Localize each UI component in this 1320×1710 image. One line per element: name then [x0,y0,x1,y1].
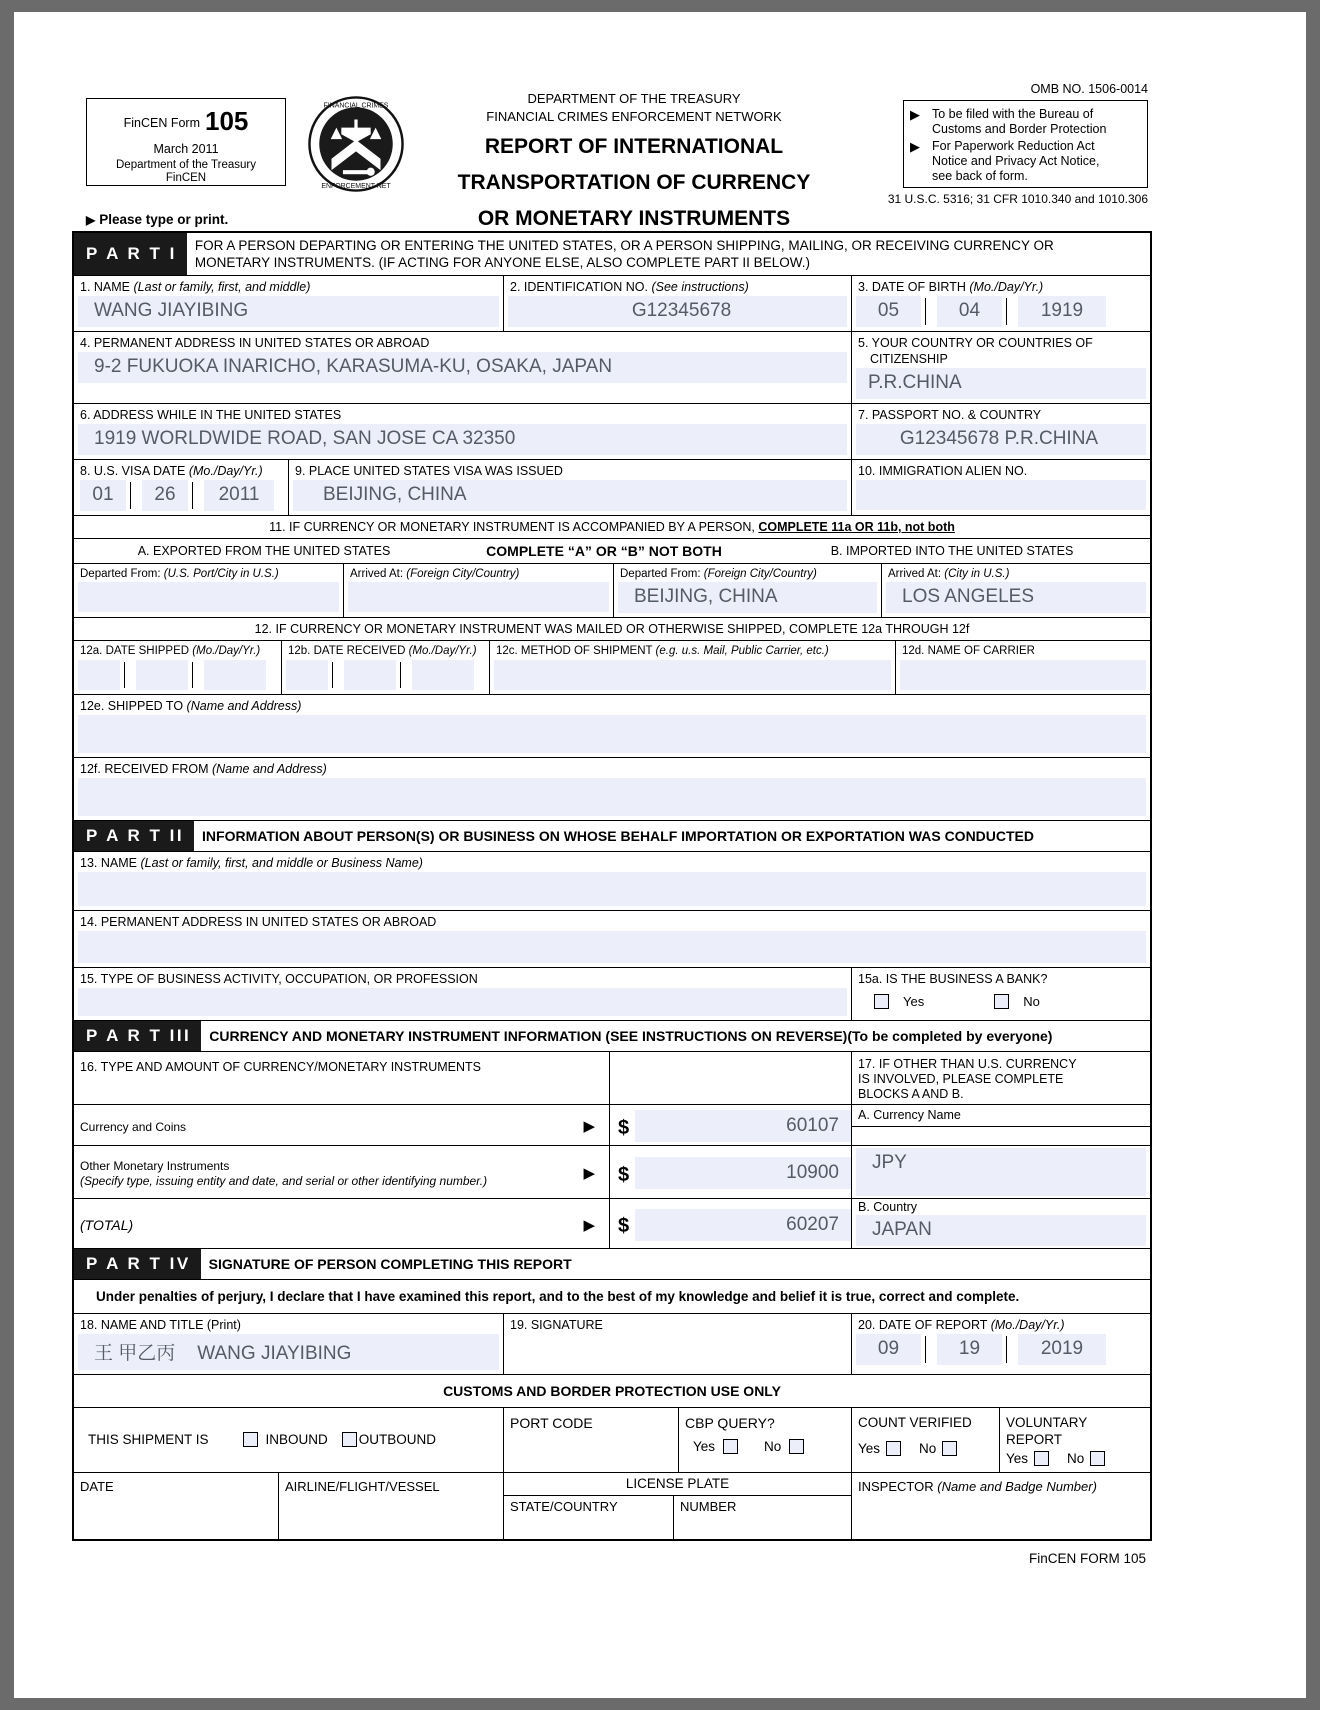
field-10-immigration-alien-no [852,460,1150,515]
field-15a-no-label: No [1023,994,1040,1010]
cbp-outbound-checkbox[interactable] [342,1432,357,1447]
cbp-state-country-value[interactable] [504,1515,673,1539]
triangle-right-icon: ▶ [910,138,920,154]
other-instruments-amount[interactable]: 10900 [635,1157,851,1189]
field-9-value[interactable]: BEIJING, CHINA [293,480,847,511]
cbp-inspector-label: INSPECTOR [858,1478,934,1494]
part-4-title: SIGNATURE OF PERSON COMPLETING THIS REPORT [208,1255,572,1272]
row-item-15 [74,968,1150,1021]
field-11b-arrived-label: Arrived At: [888,567,942,580]
cbp-port-code-label: PORT CODE [510,1415,593,1432]
field-12a-label: 12a. DATE SHIPPED [80,645,190,658]
field-1-label: 1. NAME [80,279,131,294]
cbp-inspector [852,1473,1150,1540]
form-footer: FinCEN FORM 105 [1028,1551,1146,1567]
field-12b-year[interactable] [412,660,474,690]
field-7-passport [852,404,1150,459]
field-8-hint: (Mo./Day/Yr.) [188,463,263,478]
total-amount-cell [610,1199,852,1248]
field-14-value[interactable] [78,931,1146,963]
field-15a-is-business-bank [852,968,1150,1020]
currency-coins-label: Currency and Coins [80,1119,187,1134]
form-id-box [86,98,286,186]
field-11b-arrived-value[interactable]: LOS ANGELES [886,582,1146,613]
item-11-emphasis: COMPLETE 11a OR 11b, not both [758,519,955,534]
item-11-ab-header-cell [74,539,1150,563]
part-3-header [74,1021,1150,1052]
field-8-day[interactable]: 26 [142,480,188,511]
field-5-label-line1: 5. YOUR COUNTRY OR COUNTRIES OF [858,335,1093,350]
field-16-amount-header [610,1052,852,1104]
field-11a-arrived-at [344,564,614,618]
field-19-signature [504,1314,852,1374]
other-instruments-label-cell [74,1146,610,1198]
form-date: March 2011 [153,142,219,156]
cbp-number-value[interactable] [674,1515,851,1539]
total-amount[interactable]: 60207 [635,1209,851,1241]
item-11-center-note: COMPLETE “A” OR “B” NOT BOTH [486,542,722,559]
field-17a-value[interactable]: JPY [856,1148,1146,1196]
row-permanent-address-citizenship [74,332,1150,404]
currency-coins-label-cell [74,1105,610,1145]
field-11b-departed-label: Departed From: [620,567,701,580]
field-11b-departed-hint: (Foreign City/Country) [703,567,817,580]
field-2-label: 2. IDENTIFICATION NO. [510,279,648,294]
cbp-airline-flight-vessel [279,1473,504,1540]
field-18-name-and-title [74,1314,504,1374]
field-7-label: 7. PASSPORT NO. & COUNTRY [858,407,1042,422]
field-17-line3: BLOCKS A AND B. [858,1087,964,1102]
field-18-label: 18. NAME AND TITLE (Print) [80,1318,241,1333]
field-12e-label: 12e. SHIPPED TO [80,699,184,714]
row-item-11-ab-headers [74,539,1150,564]
notice2-line1: For Paperwork Reduction Act [932,138,1095,153]
cbp-voluntary-yes-checkbox[interactable] [1034,1451,1049,1466]
row-item-12-shipment [74,641,1150,695]
field-11b-arrived-at [882,564,1150,618]
field-9-label: 9. PLACE UNITED STATES VISA WAS ISSUED [295,463,563,478]
cbp-voluntary-yes-label: Yes [1006,1450,1029,1466]
field-17b-country [852,1199,1150,1248]
cbp-inbound-label: INBOUND [265,1432,328,1448]
cbp-voluntary-report [1000,1408,1150,1471]
field-20-day[interactable]: 19 [937,1334,1002,1365]
field-16-label-cell [74,1052,610,1104]
cbp-query-no-checkbox[interactable] [789,1439,804,1454]
part-1-tag: P A R T I [74,233,187,275]
row-other-monetary-instruments [74,1146,1150,1199]
title-line-2: TRANSPORTATION OF CURRENCY [457,170,811,194]
field-12d-label: 12d. NAME OF CARRIER [902,645,1035,658]
usc-citation: 31 U.S.C. 5316; 31 CFR 1010.340 and 1010.306 [887,192,1148,206]
dept-line-1: DEPARTMENT OF THE TREASURY [527,91,741,106]
field-15a-no-checkbox[interactable] [994,994,1009,1009]
part-2-title: INFORMATION ABOUT PERSON(S) OR BUSINESS ON WHOSE BEHALF IMPORTATION OR EXPORTATION WAS CONDUCTED [202,827,1035,844]
item-11-text: 11. IF CURRENCY OR MONETARY INSTRUMENT IS ACCOMPANIED BY A PERSON, [269,519,759,534]
date-separator [1006,1336,1014,1363]
field-2-hint: (See instructions) [651,279,749,294]
cbp-voluntary-no-label: No [1067,1450,1085,1466]
currency-symbol: $ [618,1116,630,1139]
cbp-port-code-value[interactable] [504,1433,678,1463]
triangle-right-icon: ▶ [583,1118,595,1136]
form-agency-line1: Department of the Treasury [116,159,256,171]
field-5-citizenship [852,332,1150,403]
cbp-count-verified [852,1408,1000,1471]
row-cbp-shipment [74,1408,1150,1472]
cbp-inspector-value[interactable] [852,1495,1150,1539]
cbp-query-label: CBP QUERY? [685,1415,775,1432]
cbp-title-cell [74,1375,1150,1407]
field-4-label: 4. PERMANENT ADDRESS IN UNITED STATES OR ABROAD [80,335,430,350]
field-20-month[interactable]: 09 [856,1334,921,1365]
field-18-value-cjk[interactable]: 王 甲乙丙 [94,1343,176,1365]
notice1-line2: Customs and Border Protection [932,122,1107,137]
field-19-label: 19. SIGNATURE [510,1318,603,1333]
item-11b-title: B. IMPORTED INTO THE UNITED STATES [830,543,1074,558]
field-15-business-activity [74,968,852,1020]
field-3-hint: (Mo./Day/Yr.) [969,279,1044,294]
field-20-label: 20. DATE OF REPORT [858,1318,988,1333]
notice2-line3: see back of form. [932,169,1028,183]
field-17-note [852,1052,1150,1104]
other-instruments-hint: (Specify type, issuing entity and date, and serial or other identifying number.) [80,1174,488,1189]
field-16-label: 16. TYPE AND AMOUNT OF CURRENCY/MONETARY INSTRUMENTS [80,1060,481,1075]
field-17-line1: 17. IF OTHER THAN U.S. CURRENCY [858,1057,1077,1072]
currency-coins-amount-cell [610,1105,852,1145]
field-3-month[interactable]: 05 [856,296,921,327]
total-label: (TOTAL) [80,1216,134,1233]
row-item-12e [74,695,1150,758]
form-number: 105 [205,106,249,136]
field-13-name [74,852,1150,910]
field-11b-departed-value[interactable]: BEIJING, CHINA [618,582,877,613]
date-separator [130,482,138,509]
item-11a-title: A. EXPORTED FROM THE UNITED STATES [137,543,391,558]
field-11a-departed-from [74,564,344,618]
row-item-16-header [74,1052,1150,1105]
field-15-value[interactable] [78,988,847,1016]
triangle-right-icon: ▶ [910,107,920,122]
date-separator [1006,298,1014,325]
row-item-13 [74,852,1150,911]
field-13-label: 13. NAME [80,856,137,871]
cbp-shipment-direction [74,1408,504,1471]
date-separator [124,662,132,688]
field-19-value[interactable] [504,1334,851,1368]
field-12f-hint: (Name and Address) [211,762,327,777]
cbp-count-no-label: No [919,1441,937,1457]
cbp-number-label: NUMBER [680,1498,737,1514]
field-12b-label: 12b. DATE RECEIVED [288,645,406,658]
date-separator [925,298,933,325]
row-visa-date-place-alien [74,460,1150,516]
cbp-outbound-label: OUTBOUND [358,1432,437,1448]
triangle-right-icon: ▶ [583,1165,595,1183]
cbp-query-yes-checkbox[interactable] [723,1439,738,1454]
cbp-port-code [504,1408,679,1471]
field-12c-label: 12c. METHOD OF SHIPMENT [496,645,653,658]
field-14-label: 14. PERMANENT ADDRESS IN UNITED STATES OR ABROAD [80,915,437,930]
item-12-title: 12. IF CURRENCY OR MONETARY INSTRUMENT WAS MAILED OR OTHERWISE SHIPPED, COMPLETE 12a THROUGH 12f [254,622,970,637]
field-12e-shipped-to [74,695,1150,757]
cbp-query-yes-label: Yes [693,1438,716,1454]
item-11-title-cell [74,516,1150,538]
field-7-value[interactable]: G12345678 P.R.CHINA [856,424,1146,455]
field-11a-arrived-hint: (Foreign City/Country) [406,567,520,580]
field-12d-name-of-carrier [896,641,1150,694]
cbp-date [74,1473,279,1540]
notice2-line2: Notice and Privacy Act Notice, [932,153,1100,168]
row-perjury [74,1280,1150,1314]
row-name-id-dob [74,276,1150,332]
field-4-value[interactable]: 9-2 FUKUOKA INARICHO, KARASUMA-KU, OSAKA, JAPAN [78,352,847,383]
svg-text:ENFORCEMENT NET: ENFORCEMENT NET [321,183,391,191]
item-12-title-cell [74,618,1150,640]
field-18-value[interactable]: WANG JIAYIBING [197,1343,352,1365]
field-5-value[interactable]: P.R.CHINA [856,368,1146,399]
field-6-value[interactable]: 1919 WORLDWIDE ROAD, SAN JOSE CA 32350 [78,424,847,455]
field-12f-value[interactable] [78,778,1146,816]
form-title-block [424,90,844,233]
total-label-cell [74,1199,610,1248]
field-13-value[interactable] [78,872,1146,906]
field-10-value[interactable] [856,480,1146,510]
field-20-year[interactable]: 2019 [1018,1334,1106,1365]
field-15a-yes-checkbox[interactable] [874,994,889,1009]
field-17a-currency-name [852,1105,1150,1145]
other-instruments-label: Other Monetary Instruments [80,1159,230,1174]
part-2-tag: P A R T II [74,821,194,851]
part-2-header [74,821,1150,852]
field-13-hint: (Last or family, first, and middle or Business Name) [140,856,423,871]
field-8-label: 8. U.S. VISA DATE [80,463,186,478]
currency-symbol: $ [618,1163,630,1186]
form-label: FinCEN Form [123,116,200,130]
field-12e-value[interactable] [78,715,1146,753]
part-4-tag: P A R T IV [74,1249,201,1279]
omb-number: OMB NO. 1506-0014 [1030,82,1148,96]
cbp-voluntary-line1: VOLUNTARY [1006,1415,1088,1431]
field-17a-value-cell [852,1146,1150,1198]
form-page [14,12,1306,1698]
field-11a-arrived-value[interactable] [348,582,609,612]
perjury-cell [74,1280,1150,1313]
dept-line-2: FINANCIAL CRIMES ENFORCEMENT NETWORK [486,108,782,124]
other-instruments-amount-cell [610,1146,852,1198]
type-or-print-label: Please type or print. [99,212,229,227]
part-1-header [74,233,1150,276]
field-10-label: 10. IMMIGRATION ALIEN NO. [858,463,1028,478]
cbp-airline-value[interactable] [279,1495,503,1539]
field-12c-value[interactable] [494,660,891,690]
field-17b-label: B. Country [858,1200,918,1215]
triangle-right-icon: ▶ [583,1216,595,1234]
notice1-line1: To be filed with the Bureau of [932,107,1094,121]
currency-symbol: $ [618,1215,630,1238]
field-3-label: 3. DATE OF BIRTH [858,279,966,294]
field-17-line2: IS INVOLVED, PLEASE COMPLETE [858,1072,1064,1087]
row-item-12f [74,758,1150,821]
field-8-visa-date [74,460,289,515]
cbp-count-yes-checkbox[interactable] [886,1441,901,1456]
field-12d-value[interactable] [900,660,1146,690]
part-4-header [74,1249,1150,1280]
title-line-3: OR MONETARY INSTRUMENTS [477,206,791,230]
cbp-count-no-checkbox[interactable] [942,1441,957,1456]
field-2-value[interactable]: G12345678 [508,296,847,327]
title-line-1: REPORT OF INTERNATIONAL [484,135,784,159]
field-3-year[interactable]: 1919 [1018,296,1106,327]
perjury-statement: Under penalties of perjury, I declare that I have examined this report, and to the best of my knowledge and belief it is true, correct and complete. [96,1289,1020,1305]
field-17b-value[interactable]: JAPAN [856,1215,1146,1246]
field-17a-label: A. Currency Name [852,1105,1150,1127]
field-11b-arrived-hint: (City in U.S.) [944,567,1010,580]
field-12b-date-received [282,641,490,694]
row-signature-block [74,1314,1150,1375]
cbp-count-yes-label: Yes [858,1441,881,1457]
field-12b-day[interactable] [344,660,396,690]
field-15a-label: 15a. IS THE BUSINESS A BANK? [858,972,1048,987]
field-5-label-line2: CITIZENSHIP [870,351,948,366]
part-1-desc-line1: FOR A PERSON DEPARTING OR ENTERING THE UNITED STATES, OR A PERSON SHIPPING, MAILING, OR RECEIVING CURRENCY OR [194,238,1054,253]
field-11b-departed-from [614,564,882,618]
date-separator [192,482,200,509]
field-15a-yes-label: Yes [903,994,925,1010]
row-item-12-title [74,618,1150,641]
row-item-14 [74,911,1150,968]
cbp-airline-label: AIRLINE/FLIGHT/VESSEL [285,1478,440,1494]
cbp-title: CUSTOMS AND BORDER PROTECTION USE ONLY [443,1383,781,1400]
field-12b-month[interactable] [286,660,328,690]
date-separator [925,1336,933,1363]
field-2-identification-no [504,276,852,331]
field-6-us-address [74,404,852,459]
field-11a-departed-hint: (U.S. Port/City in U.S.) [163,567,279,580]
field-12b-hint: (Mo./Day/Yr.) [408,645,477,658]
field-12a-month[interactable] [78,660,120,690]
cbp-query-no-label: No [764,1438,782,1454]
field-1-name [74,276,504,331]
cbp-voluntary-line2: REPORT [1006,1432,1063,1448]
field-20-date-of-report [852,1314,1150,1374]
field-11a-arrived-label: Arrived At: [350,567,404,580]
cbp-date-value[interactable] [74,1495,278,1539]
row-item-11-locations [74,564,1150,619]
field-1-value[interactable]: WANG JIAYIBING [78,296,499,327]
field-1-hint: (Last or family, first, and middle) [133,279,311,294]
form-body [72,231,1152,1541]
cbp-license-plate-label: LICENSE PLATE [625,1475,730,1491]
field-11a-departed-label: Departed From: [80,567,161,580]
field-9-visa-issue-place [289,460,852,515]
field-12f-received-from [74,758,1150,820]
part-3-title: CURRENCY AND MONETARY INSTRUMENT INFORMATION (SEE INSTRUCTIONS ON REVERSE)(To be completed by everyone) [209,1027,1053,1044]
field-8-year[interactable]: 2011 [204,480,274,511]
field-12c-hint: (e.g. u.s. Mail, Public Carrier, etc.) [655,645,829,658]
part-3-tag: P A R T III [74,1021,201,1051]
field-15-label: 15. TYPE OF BUSINESS ACTIVITY, OCCUPATION, OR PROFESSION [80,972,478,987]
cbp-query [679,1408,852,1471]
form-sheet [72,60,1152,1566]
date-separator [332,662,340,688]
cbp-date-label: DATE [80,1478,114,1494]
field-20-hint: (Mo./Day/Yr.) [990,1318,1065,1333]
filing-notice-box [903,100,1148,188]
cbp-shipment-label: THIS SHIPMENT IS [88,1432,209,1448]
form-agency-line2: FinCEN [165,172,207,185]
field-11a-departed-value[interactable] [78,582,339,612]
field-12e-hint: (Name and Address) [186,699,302,714]
cbp-license-plate [504,1473,852,1540]
row-total [74,1199,1150,1249]
field-8-month[interactable]: 01 [80,480,126,511]
row-currency-and-coins [74,1105,1150,1146]
row-item-11-title [74,516,1150,539]
field-12a-date-shipped [74,641,282,694]
cbp-voluntary-no-checkbox[interactable] [1090,1451,1105,1466]
row-cbp-date-vessel [74,1473,1150,1540]
field-3-date-of-birth [852,276,1150,331]
field-12f-label: 12f. RECEIVED FROM [80,762,209,777]
field-12a-year[interactable] [204,660,266,690]
part-1-desc-line2: MONETARY INSTRUMENTS. (IF ACTING FOR ANYONE ELSE, ALSO COMPLETE PART II BELOW.) [194,255,810,271]
cbp-count-label: COUNT VERIFIED [858,1415,972,1431]
field-3-day[interactable]: 04 [937,296,1002,327]
field-12a-hint: (Mo./Day/Yr.) [192,645,261,658]
fincen-seal-icon [297,95,415,193]
cbp-state-country-label: STATE/COUNTRY [510,1498,618,1514]
svg-text:FINANCIAL CRIMES: FINANCIAL CRIMES [323,102,389,110]
field-12c-method-of-shipment [490,641,896,694]
currency-coins-amount[interactable]: 60107 [635,1110,851,1142]
row-us-address-passport [74,404,1150,460]
row-cbp-title [74,1375,1150,1408]
triangle-right-icon: ▶ [86,213,96,227]
cbp-inbound-checkbox[interactable] [243,1432,258,1447]
field-14-permanent-address [74,911,1150,967]
date-separator [400,662,408,688]
date-separator [192,662,200,688]
field-6-label: 6. ADDRESS WHILE IN THE UNITED STATES [80,407,342,422]
cbp-inspector-hint: (Name and Badge Number) [937,1478,1097,1494]
field-12a-day[interactable] [136,660,188,690]
field-4-permanent-address [74,332,852,403]
